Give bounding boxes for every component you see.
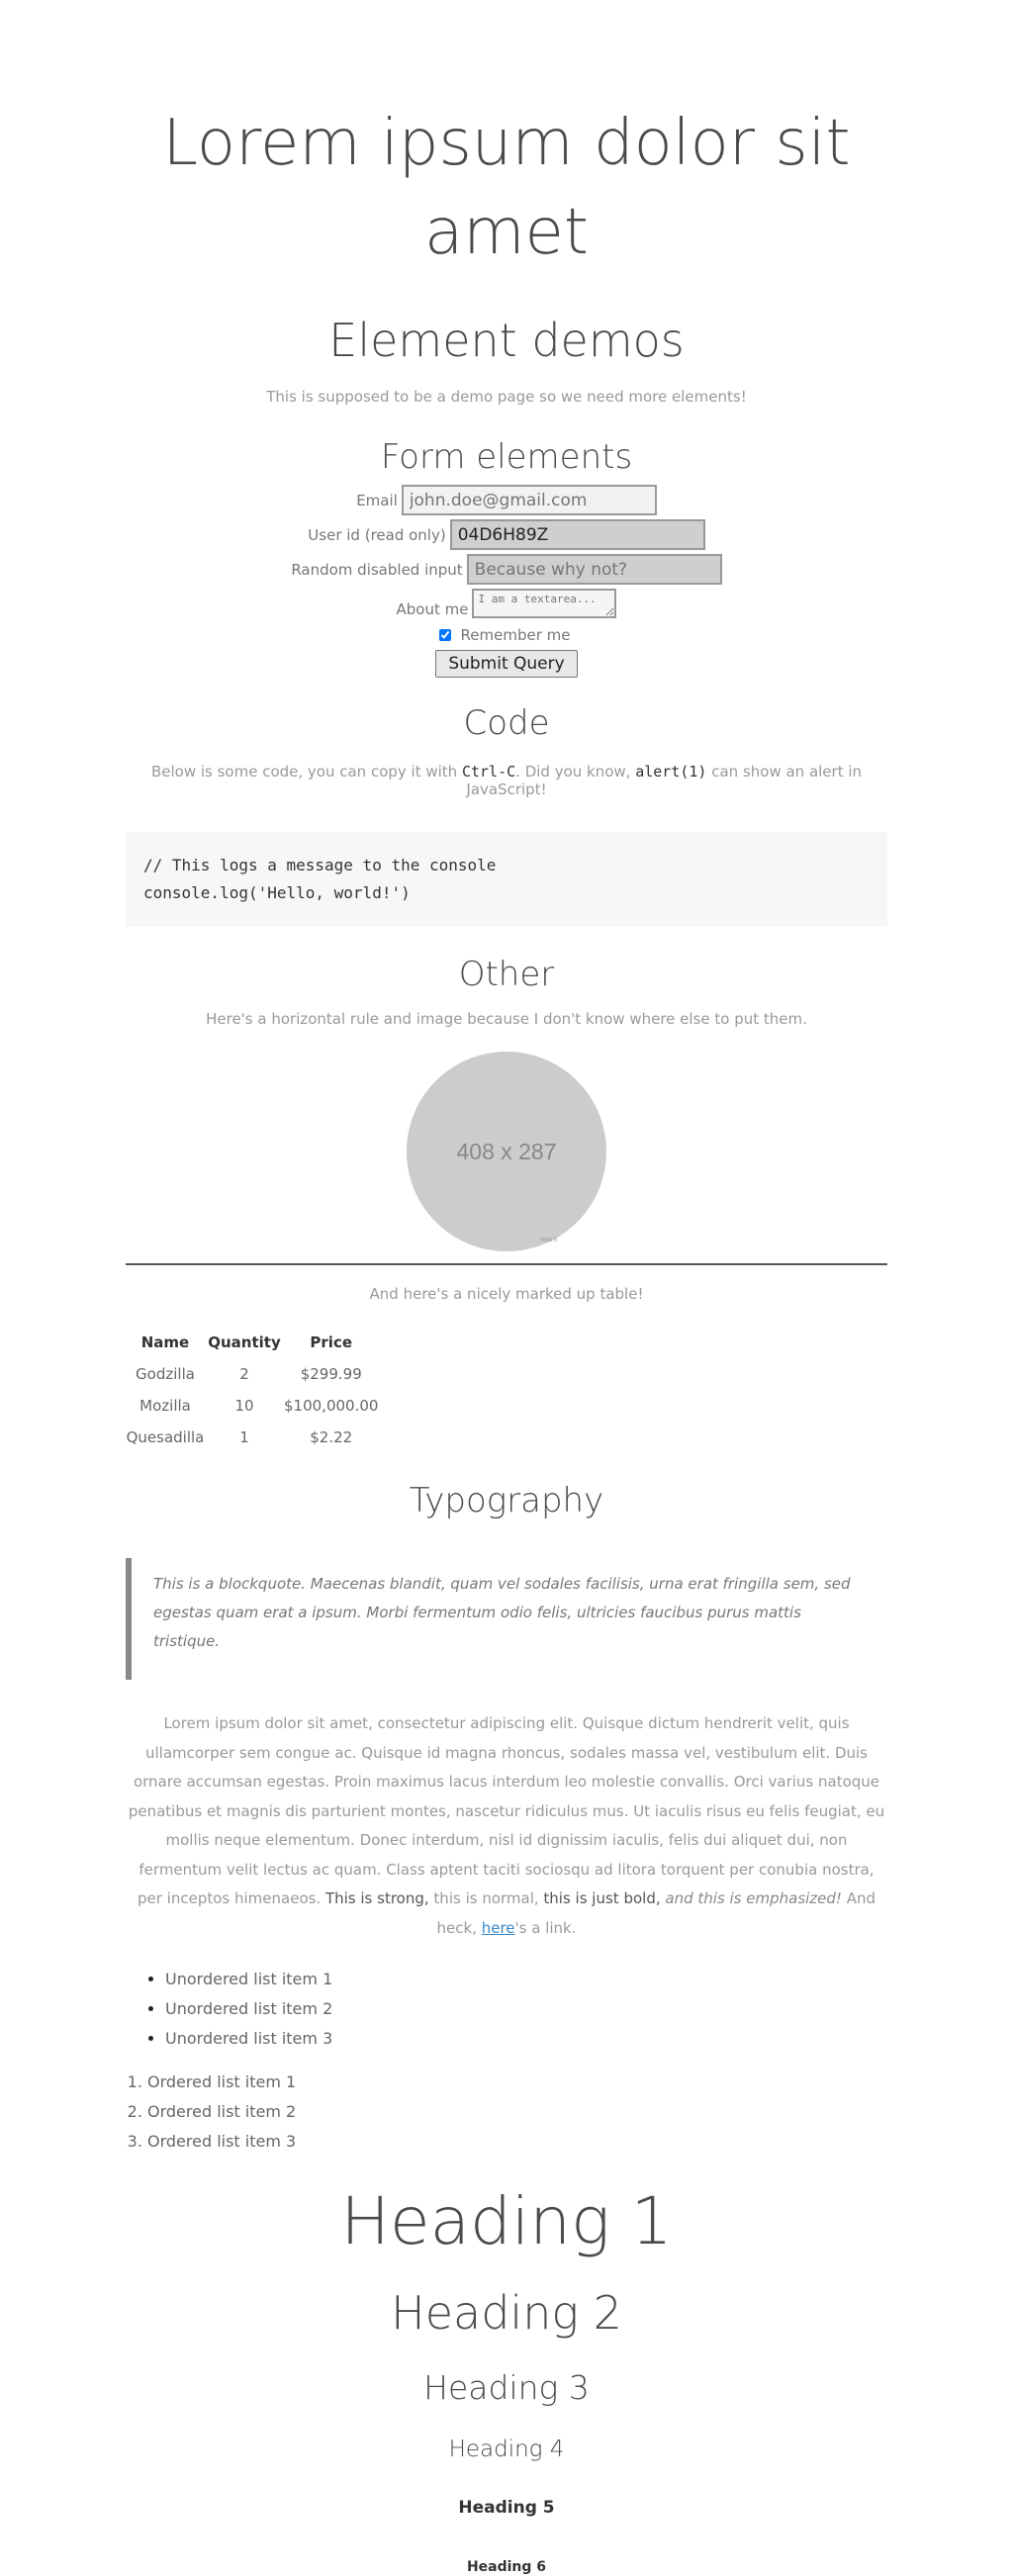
table-cell: Mozilla (139, 1397, 191, 1415)
table-cell: $2.22 (310, 1428, 353, 1446)
heading-4: Heading 4 (448, 2437, 565, 2462)
emphasized-text: and this is emphasized! (660, 1889, 842, 1907)
ordered-list (126, 2068, 887, 2157)
placeholder-image-caption: Hold It (539, 1238, 557, 1243)
placeholder-image-text: 408 x 287 (456, 1138, 557, 1164)
email-field[interactable] (402, 485, 657, 515)
code-intro-before: Below is some code, you can copy it with (150, 763, 462, 781)
table-cell: 10 (234, 1397, 254, 1415)
form-elements-title: Form elements (380, 437, 633, 477)
here-link[interactable]: here (481, 1918, 515, 1937)
strong-text: This is strong, (324, 1889, 429, 1907)
link-after-text: 's a link. (514, 1918, 577, 1937)
table-row (126, 1390, 378, 1422)
page-title: Lorem ipsum dolor sit amet (162, 107, 851, 269)
heading-3: Heading 3 (423, 2368, 590, 2407)
demo-form (126, 485, 887, 678)
about-textarea[interactable] (472, 589, 616, 618)
section-title-element-demos: Element demos (328, 314, 685, 367)
lorem-paragraph (126, 1709, 887, 1943)
data-table (126, 1327, 378, 1453)
submit-button[interactable]: Submit Query (435, 650, 577, 678)
remember-row (126, 626, 887, 644)
heading-1: Heading 1 (340, 2183, 673, 2259)
remember-checkbox[interactable] (439, 629, 451, 641)
bold-text: this is just bold, (543, 1889, 661, 1907)
list-item: 2. Ordered list item 2 (147, 2097, 887, 2127)
table-header-quantity: Quantity (208, 1334, 281, 1351)
horizontal-rule (126, 1263, 887, 1265)
unordered-list (126, 1965, 887, 2054)
code-intro-after: can show an alert in JavaScript! (466, 763, 863, 798)
lorem-text: Lorem ipsum dolor sit amet, consectetur adipiscing elit. Quisque dictum hendrerit velit, quis ullamcorper sem congue ac. Quisque id magna rhoncus, sodales massa vel, vestibulum elit. Duis ornare accumsan egestas. Proin maximus lacus interdum leo molestie convallis. Orci varius natoque penatibus et magnis dis parturient montes, nascetur ridiculus mus. Ut iaculis risus eu felis feugiat, eu mollis neque elementum. Donec interdum, nisl id dignissim iaculis, felis dui aliquet dui, non fermentum velit lectus ac quam. Class aptent taciti sociosqu ad litora torquent per conubia nostra, per inceptos himenaeos. (128, 1714, 885, 1907)
disabled-input-label: Random disabled input (291, 560, 463, 579)
list-item: • Unordered list item 1 (165, 1965, 887, 1994)
code-block[interactable] (126, 832, 887, 927)
email-row (126, 485, 887, 515)
shortcut-code: Ctrl-C (461, 763, 516, 781)
userid-label: User id (read only) (308, 525, 446, 544)
email-label: Email (356, 491, 398, 509)
table-row (126, 1358, 378, 1390)
table-header-row (126, 1327, 378, 1358)
other-title: Other (458, 955, 555, 994)
placeholder-image (407, 1052, 606, 1251)
code-intro-middle: . Did you know, (515, 763, 636, 781)
table-cell: 1 (239, 1428, 249, 1446)
disabled-input (467, 554, 722, 585)
heading-2: Heading 2 (391, 2286, 622, 2340)
table-cell: Godzilla (136, 1365, 195, 1383)
other-intro: Here's a horizontal rule and image because I don't know where else to put them. (206, 1010, 807, 1028)
table-cell: 2 (239, 1365, 249, 1383)
code-line-1: // This logs a message to the console (143, 856, 497, 874)
about-row (126, 589, 887, 618)
table-cell: $299.99 (300, 1365, 362, 1383)
list-item: • Unordered list item 2 (165, 1994, 887, 2024)
demos-intro: This is supposed to be a demo page so we need more elements! (266, 388, 747, 406)
heading-6: Heading 6 (466, 2559, 547, 2575)
remember-label: Remember me (460, 626, 571, 644)
code-intro (126, 763, 887, 798)
table-header-name: Name (140, 1334, 190, 1351)
code-title: Code (463, 703, 550, 743)
code-line-2: console.log('Hello, world!') (143, 883, 411, 902)
table-header-price: Price (310, 1334, 353, 1351)
userid-field[interactable] (450, 519, 705, 550)
table-row (126, 1422, 378, 1453)
list-item: • Unordered list item 3 (165, 2024, 887, 2054)
table-cell: Quesadilla (126, 1428, 205, 1446)
list-item: 1. Ordered list item 1 (147, 2068, 887, 2097)
table-intro: And here's a nicely marked up table! (369, 1285, 644, 1303)
list-item: 3. Ordered list item 3 (147, 2127, 887, 2157)
blockquote: This is a blockquote. Maecenas blandit, quam vel sodales facilisis, urna erat fringilla sem, sed egestas quam erat a ipsum. Morbi fermentum odio felis, ultricies faucibus purus mattis tristique. (126, 1558, 887, 1680)
typography-title: Typography (409, 1481, 604, 1520)
disabled-row (126, 554, 887, 585)
table-cell: $100,000.00 (284, 1397, 379, 1415)
userid-row (126, 519, 887, 550)
normal-text: this is normal, (428, 1889, 544, 1907)
heading-5: Heading 5 (458, 2498, 555, 2518)
heck-text: And heck, (436, 1889, 875, 1937)
page (126, 0, 887, 2576)
alert-code: alert(1) (635, 763, 707, 781)
about-label: About me (396, 600, 469, 618)
